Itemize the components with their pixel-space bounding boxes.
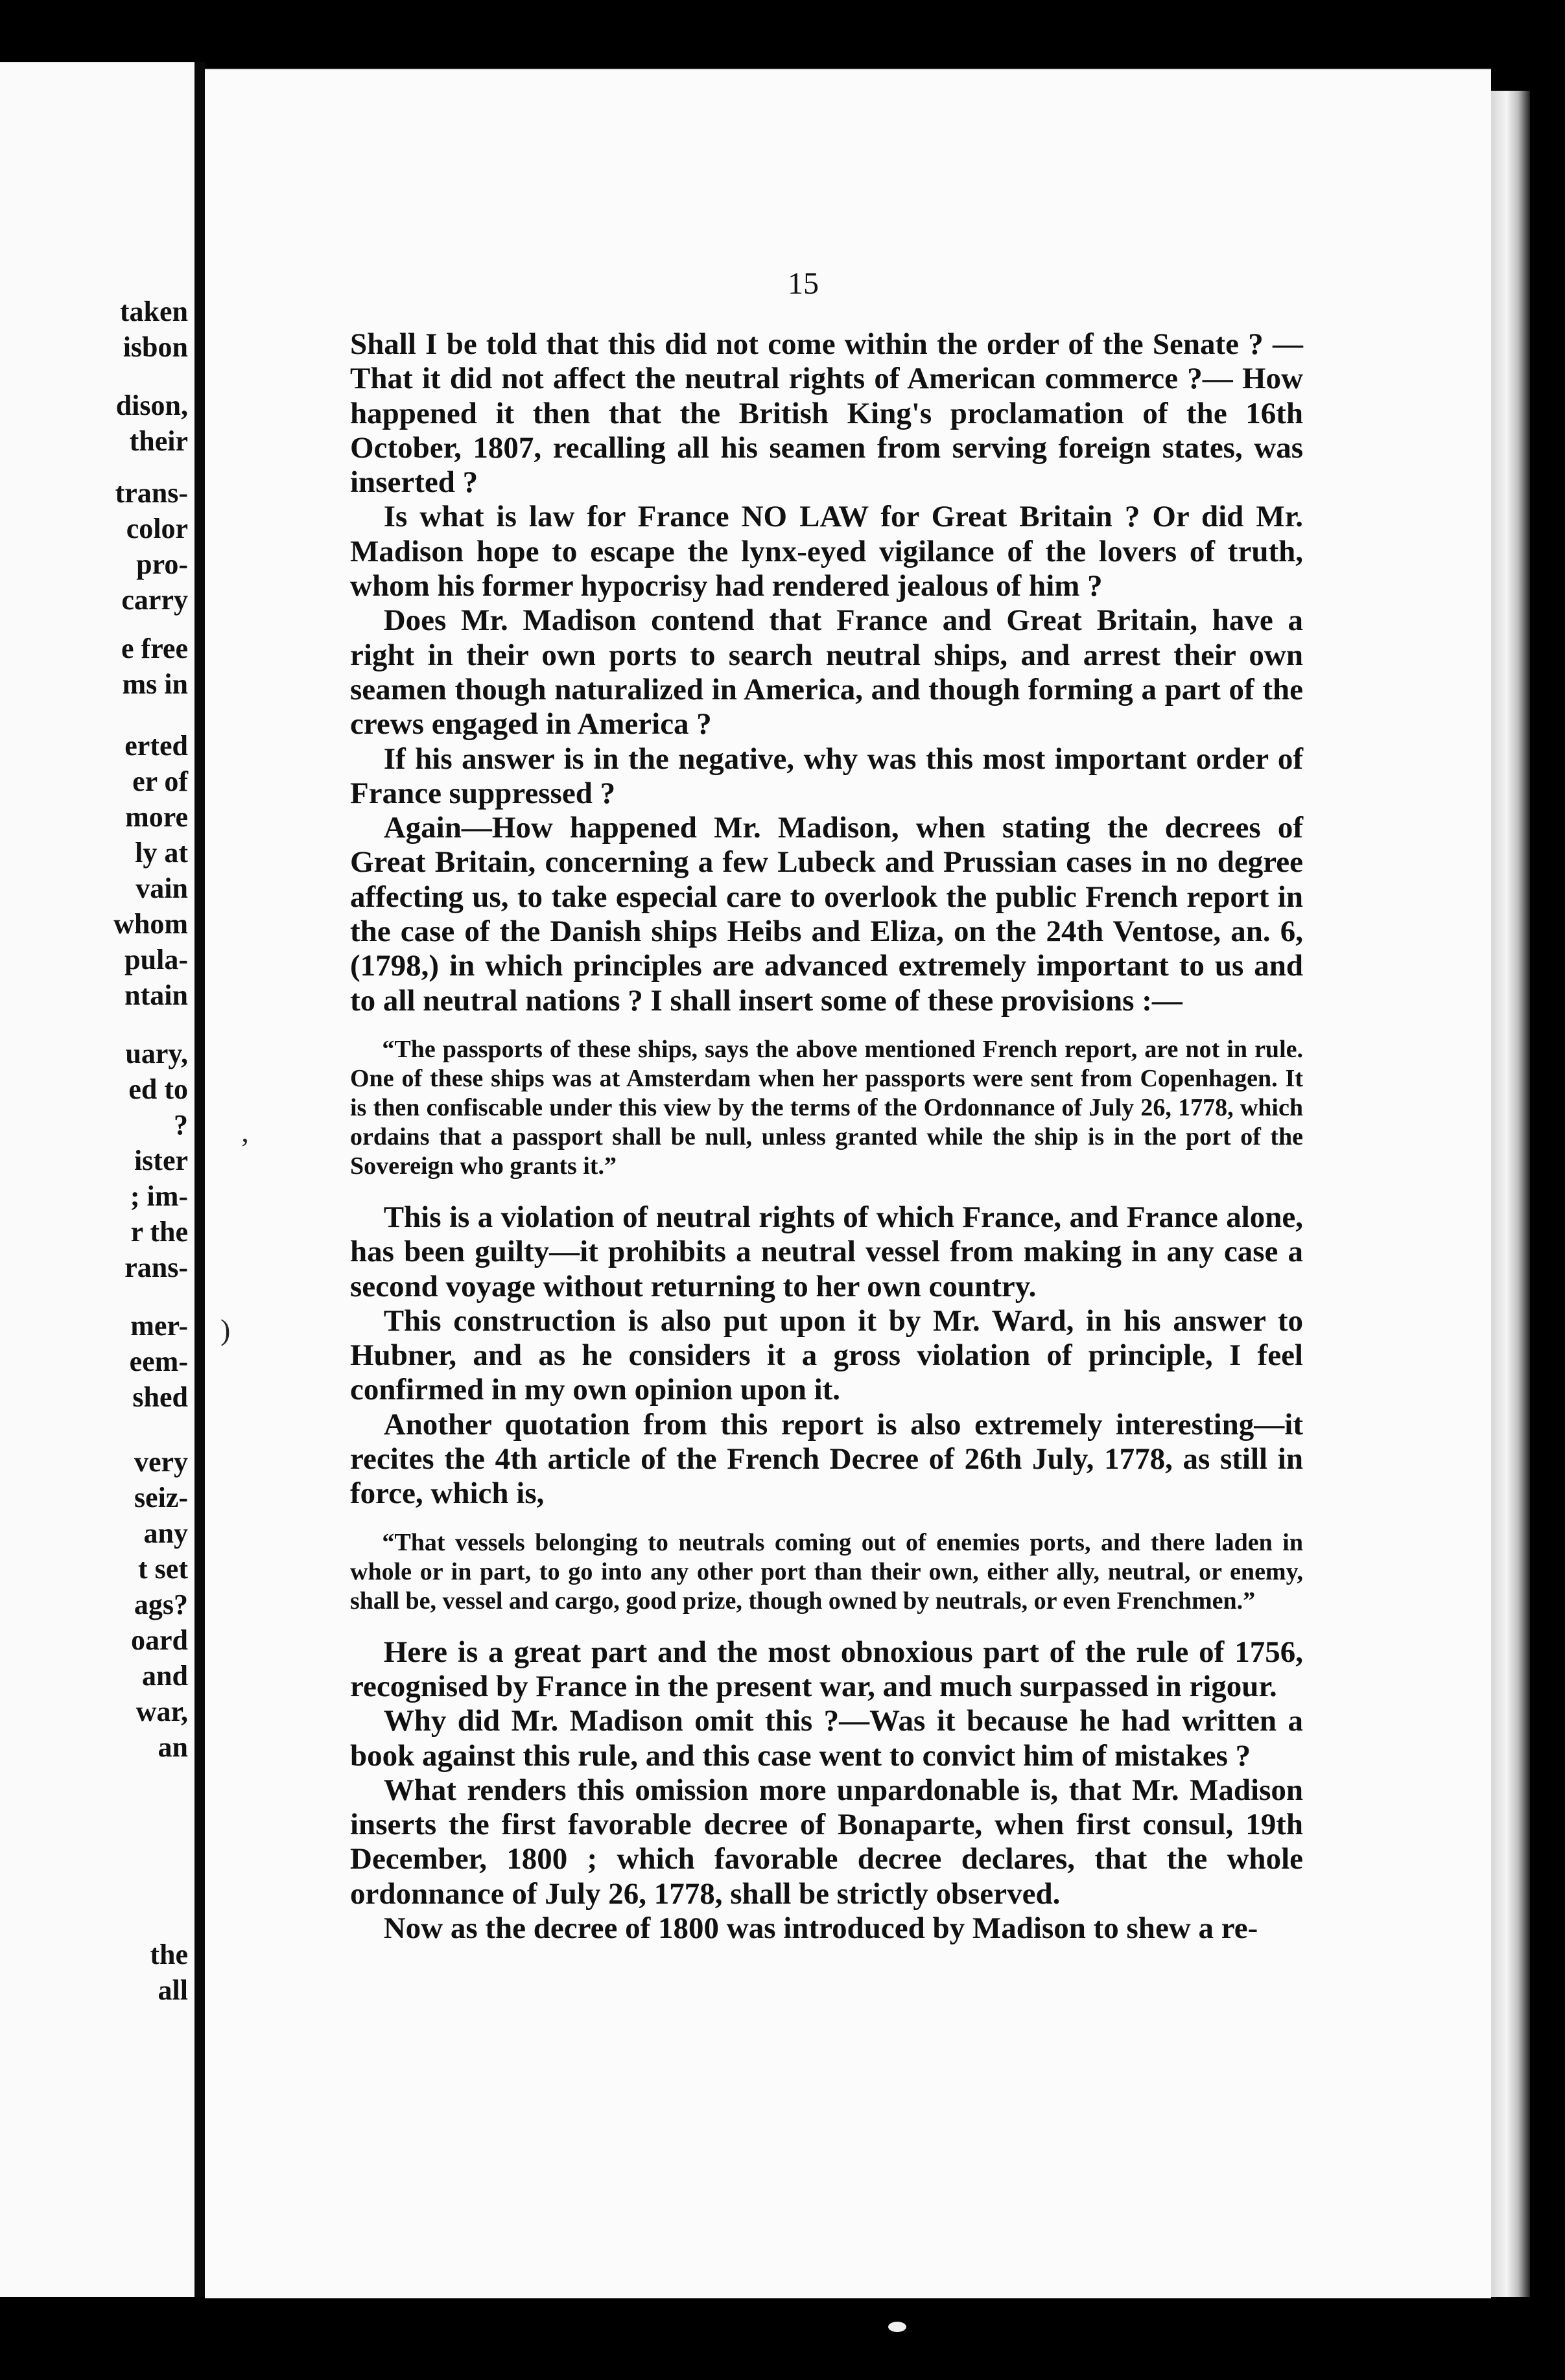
paragraph: Again—How happened Mr. Madison, when stating the decrees of Great Britain, concerning a few Lubeck and Prussian cases in no degree affecting us, to take especial care to overlook the public French report in the case of the Danish ships Heibs and Eliza, on the 24th Ventose, an. 6, (1798,) in which principles are advanced extremely important to us and to all neutral nations ? I shall insert some of these provisions :—: [350, 811, 1303, 1018]
left-page-line: their: [129, 425, 188, 457]
left-page-line: oard: [131, 1624, 188, 1656]
paragraph: This construction is also put upon it by Mr. Ward, in his answer to Hubner, and as he considers it a gross violation of principle, I feel confirmed in my own opinion upon it.: [350, 1303, 1303, 1407]
left-page-line: mer-: [130, 1310, 188, 1342]
left-page-line: very: [134, 1446, 188, 1478]
left-page-line: any: [143, 1517, 188, 1549]
left-page-line: an: [158, 1731, 188, 1763]
left-page-line: ed to: [128, 1073, 188, 1105]
paragraph: Here is a great part and the most obnoxious part of the rule of 1756, recognised by France in the present war, and much surpassed in rigour.: [350, 1635, 1303, 1703]
left-page-line: war,: [135, 1696, 188, 1727]
left-page-line: taken: [119, 296, 188, 327]
left-page-line: dison,: [115, 390, 188, 421]
paragraph: Is what is law for France NO LAW for Great Britain ? Or did Mr. Madison hope to escape the lynx-eyed vigilance of the lovers of truth, whom his former hypocrisy had rendered jealous of him ?: [350, 500, 1303, 603]
left-page-line: r the: [130, 1216, 188, 1248]
left-page-line: t set: [138, 1553, 188, 1585]
left-page-line: ms in: [122, 668, 188, 700]
page-edge: [1491, 91, 1530, 2297]
left-page-line: more: [125, 801, 188, 833]
paragraph: Does Mr. Madison contend that France and Great Britain, have a right in their own ports to search neutral ships, and arrest their own seamen though naturalized in America, and though forming a part of the crews engaged in America ?: [350, 603, 1303, 741]
left-page-line: and: [142, 1660, 188, 1692]
left-page-line: ; im-: [130, 1180, 188, 1212]
left-page-line: whom: [113, 908, 188, 940]
paragraph: Another quotation from this report is also extremely interesting—it recites the 4th article of the French Decree of 26th July, 1778, as still in force, which is,: [350, 1407, 1303, 1511]
left-page-line: ntain: [124, 979, 188, 1011]
block-quote: “That vessels belonging to neutrals coming out of enemies ports, and there laden in whole or in part, to go into any other port than their own, either ally, neutral, or enemy, shall be, vessel and cargo, good prize, though owned by neutrals, or even Frenchmen.”: [350, 1528, 1303, 1615]
paragraph: This is a violation of neutral rights of which France, and France alone, has been guilty—it prohibits a neutral vessel from making in any case a second voyage without returning to her own country.: [350, 1200, 1303, 1303]
left-page-line: pro-: [136, 548, 188, 580]
paragraph: If his answer is in the negative, why was this most important order of France suppressed ?: [350, 741, 1303, 810]
left-page-line: erted: [124, 730, 188, 762]
left-page-line: carry: [121, 584, 188, 616]
paragraph: Why did Mr. Madison omit this ?—Was it because he had written a book against this rule, and this case went to convict him of mistakes ?: [350, 1704, 1303, 1773]
book-gutter: [194, 62, 205, 2297]
paragraph: Now as the decree of 1800 was introduced by Madison to shew a re-: [383, 1911, 1258, 1945]
left-page-line: ister: [134, 1145, 188, 1176]
left-page-line: ags?: [134, 1589, 188, 1620]
left-page-line: shed: [132, 1381, 188, 1413]
left-page-line: ly at: [135, 837, 188, 869]
margin-mark: ): [220, 1313, 231, 1346]
left-page-line: isbon: [123, 331, 188, 363]
left-page-line: color: [126, 513, 188, 544]
left-page-line: eem-: [129, 1346, 188, 1377]
body-text: [350, 327, 1303, 1946]
paragraph: What renders this omission more unpardonable is, that Mr. Madison inserts the first favorable decree of Bonaparte, when first consul, 19th December, 1800 ; which favorable decree declares, that the whole ordonnance of July 26, 1778, shall be strictly observed.: [350, 1773, 1303, 1911]
left-page-line: seiz-: [134, 1482, 188, 1513]
left-page-line: all: [158, 1974, 188, 2006]
bottom-ornament: [888, 2322, 906, 2332]
left-page-line: trans-: [115, 477, 188, 509]
paragraph: Shall I be told that this did not come within the order of the Senate ? —That it did not affect the neutral rights of American commerce ?— How happened it then that the British King's proclamation of the 16th October, 1807, recalling all his seamen from serving foreign states, was inserted ?: [350, 327, 1303, 500]
page-number: 15: [788, 266, 819, 301]
left-page-line: rans-: [124, 1252, 188, 1283]
left-page-line: pula-: [124, 944, 188, 975]
left-page-line: the: [150, 1939, 188, 1970]
margin-mark: ’: [240, 1132, 250, 1165]
left-facing-page: [0, 62, 196, 2297]
left-page-line: e free: [121, 633, 188, 664]
block-quote: “The passports of these ships, says the above mentioned French report, are not in rule. One of these ships was at Amsterdam when her passports were sent from Copenhagen. It is then confiscable under this view by the terms of the Ordonnance of July 26, 1778, which ordains that a passport shall be null, unless granted while the ship is in the port of the Sovereign who grants it.”: [350, 1035, 1303, 1180]
left-page-line: uary,: [125, 1038, 188, 1069]
left-page-line: er of: [132, 765, 188, 797]
left-page-line: ?: [174, 1109, 188, 1141]
left-page-line: vain: [135, 872, 188, 904]
